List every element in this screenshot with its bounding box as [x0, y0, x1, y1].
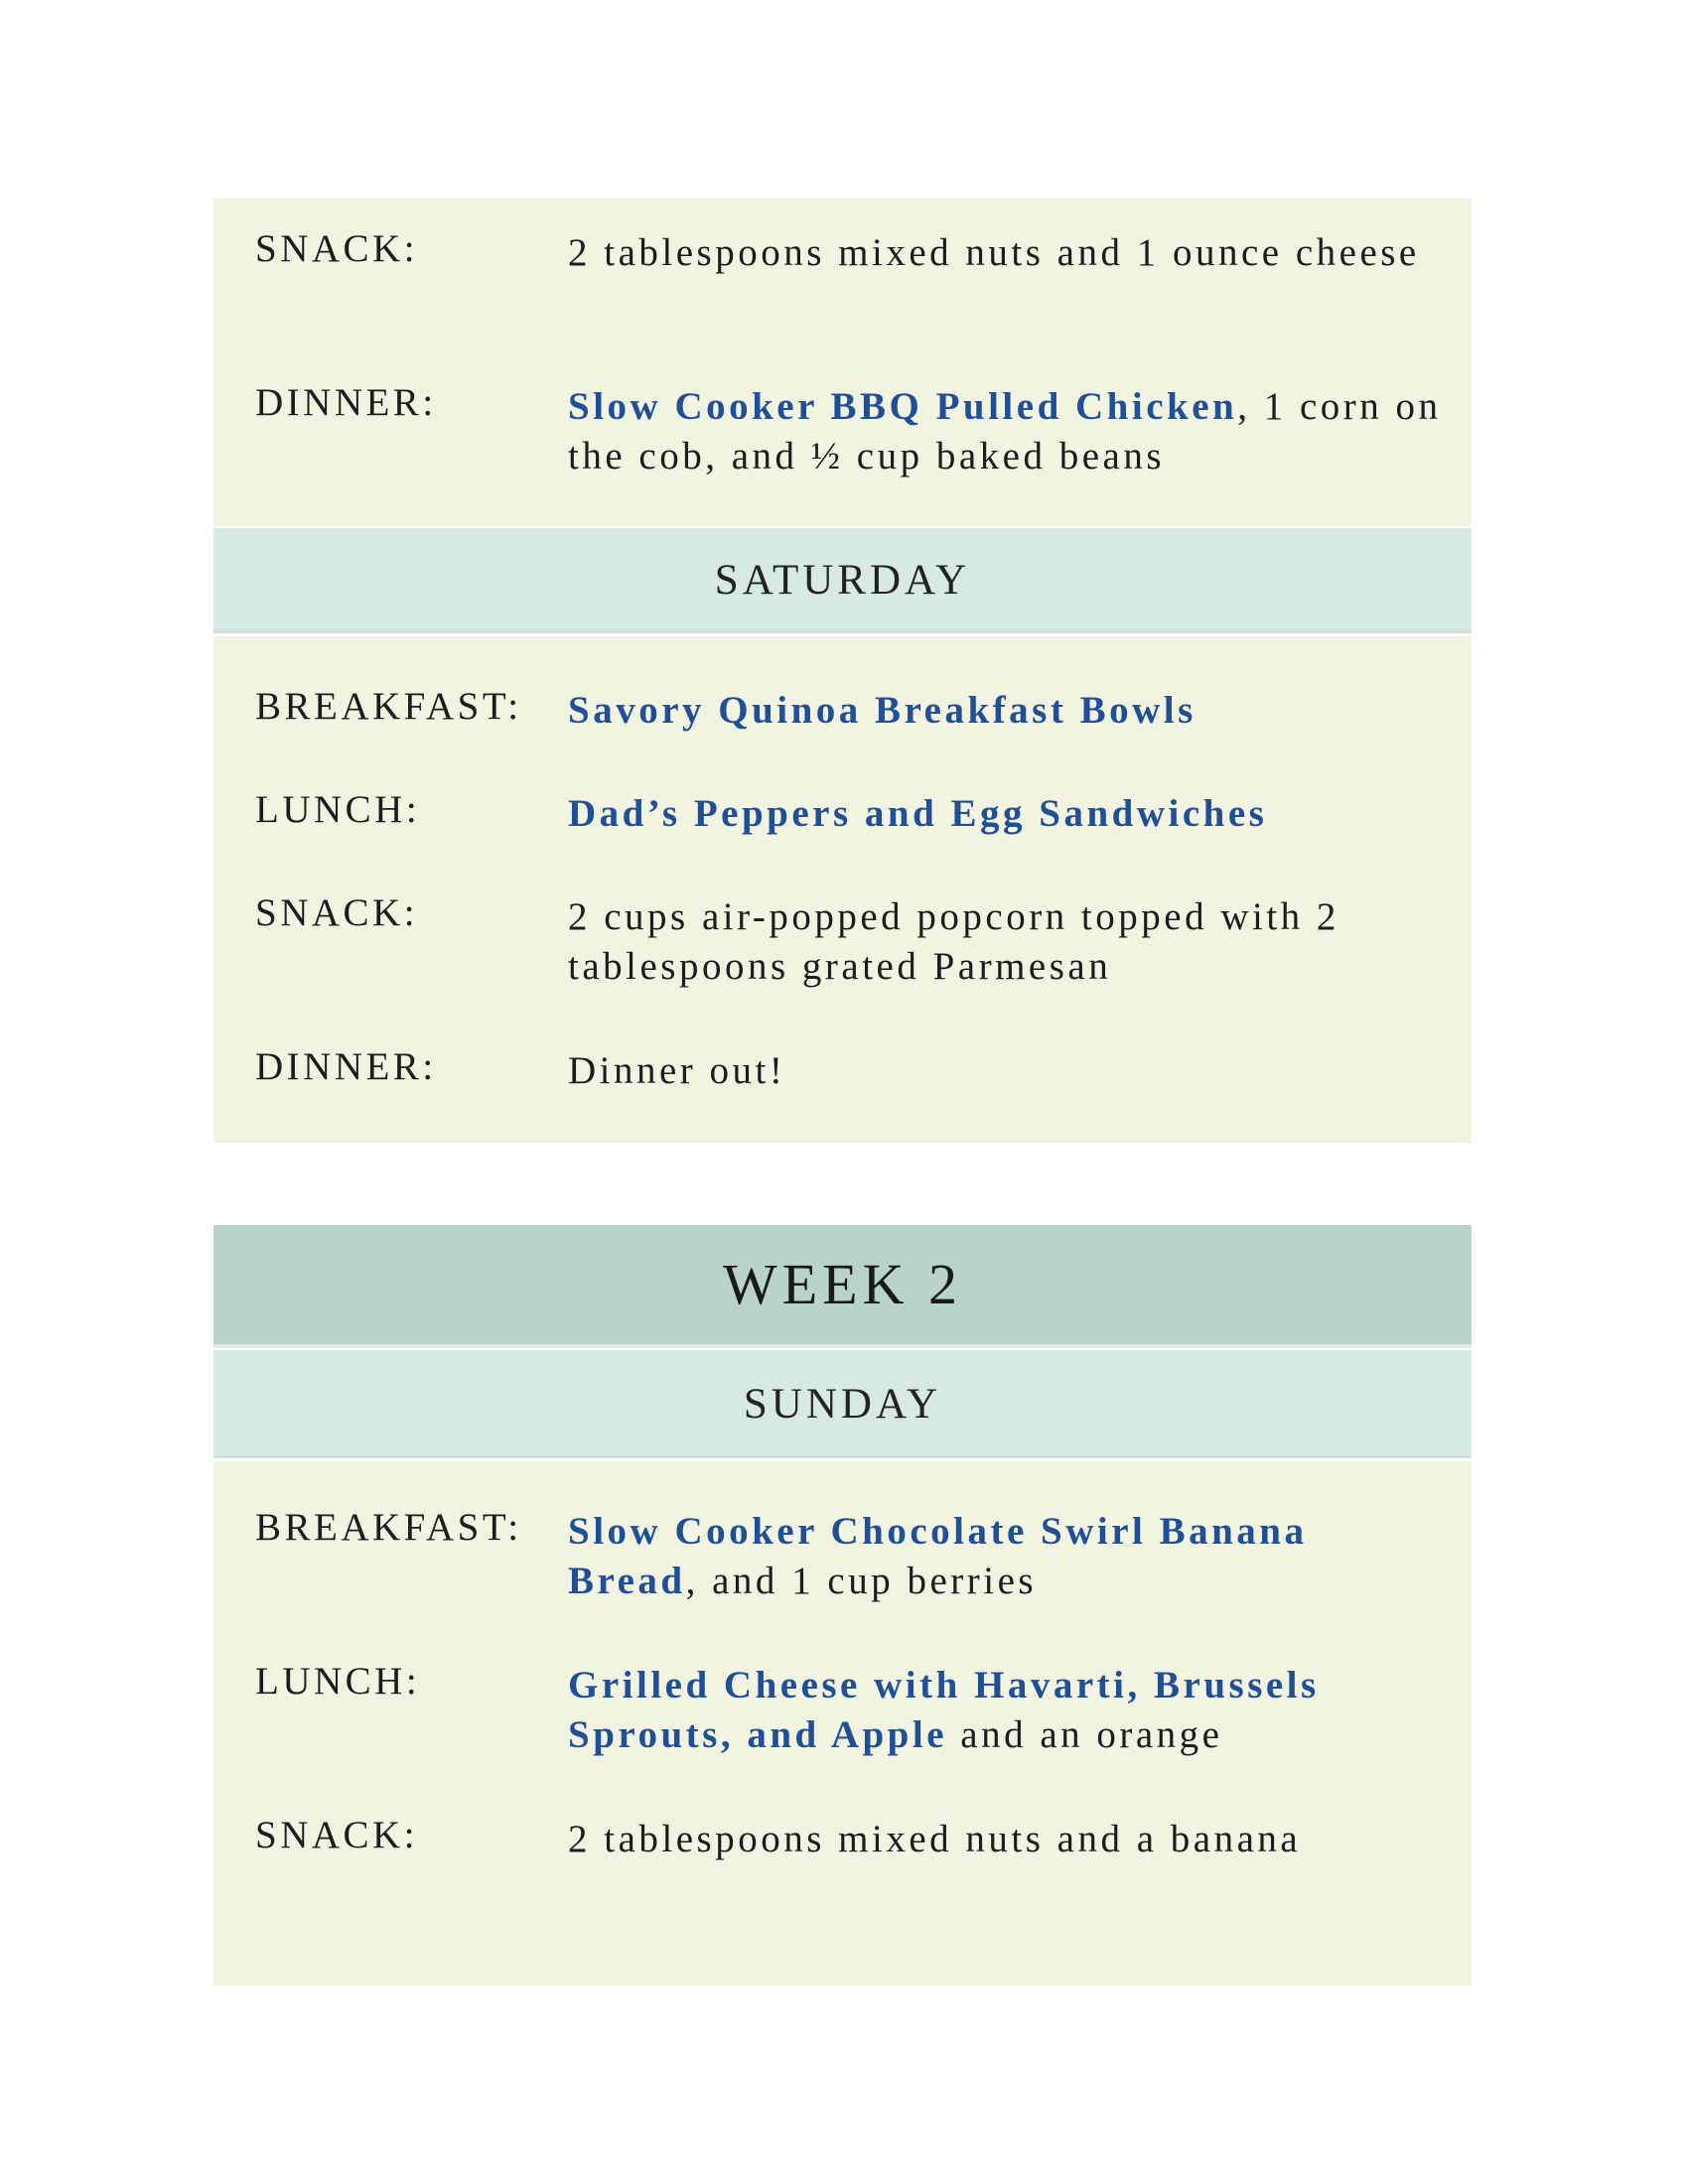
recipe-link[interactable]: Slow Cooker Chocolate Swirl Banana Bread [568, 1510, 1308, 1602]
meal-text: , 1 corn on the cob, and ½ cup baked beans [568, 385, 1442, 478]
meal-value [568, 1507, 1442, 1606]
meal-text: Dinner out! [568, 1049, 786, 1092]
saturday-meals-panel [213, 636, 1472, 1143]
meal-text: , and 1 cup berries [685, 1560, 1038, 1602]
meal-label: DINNER: [255, 381, 437, 424]
meal-value [568, 1661, 1442, 1760]
meal-label: LUNCH: [255, 1660, 421, 1703]
meal-text: and an orange [947, 1713, 1223, 1756]
meal-value [568, 892, 1442, 992]
week-header [213, 1225, 1472, 1348]
meal-label: DINNER: [255, 1045, 437, 1088]
sunday-meals-panel [213, 1461, 1472, 1985]
recipe-link[interactable]: Slow Cooker BBQ Pulled Chicken [568, 385, 1238, 428]
friday-meals-panel [213, 199, 1472, 526]
meal-label: SNACK: [255, 1814, 419, 1856]
meal-value [568, 789, 1442, 839]
meal-value [568, 686, 1442, 736]
recipe-link[interactable]: Savory Quinoa Breakfast Bowls [568, 689, 1196, 732]
meal-label: SNACK: [255, 227, 419, 270]
recipe-link[interactable]: Grilled Cheese with Havarti, Brussels Sprouts, and Apple [568, 1664, 1320, 1756]
day-title: SUNDAY [743, 1381, 942, 1428]
meal-label: SNACK: [255, 891, 419, 934]
meal-value [568, 1815, 1442, 1864]
meal-value [568, 228, 1442, 278]
day-header-sunday [213, 1350, 1472, 1458]
meal-value [568, 382, 1442, 481]
meal-text: 2 tablespoons mixed nuts and 1 ounce cheese [568, 231, 1420, 274]
meal-label: LUNCH: [255, 788, 421, 831]
day-header-saturday [213, 528, 1472, 633]
meal-text: 2 cups air-popped popcorn topped with 2 tablespoons grated Parmesan [568, 895, 1339, 988]
meal-label: BREAKFAST: [255, 685, 522, 728]
meal-label: BREAKFAST: [255, 1506, 522, 1549]
week-title: WEEK 2 [723, 1252, 962, 1316]
day-title: SATURDAY [714, 557, 971, 604]
meal-value [568, 1046, 1442, 1096]
meal-text: 2 tablespoons mixed nuts and a banana [568, 1818, 1302, 1860]
recipe-link[interactable]: Dad’s Peppers and Egg Sandwiches [568, 792, 1268, 835]
